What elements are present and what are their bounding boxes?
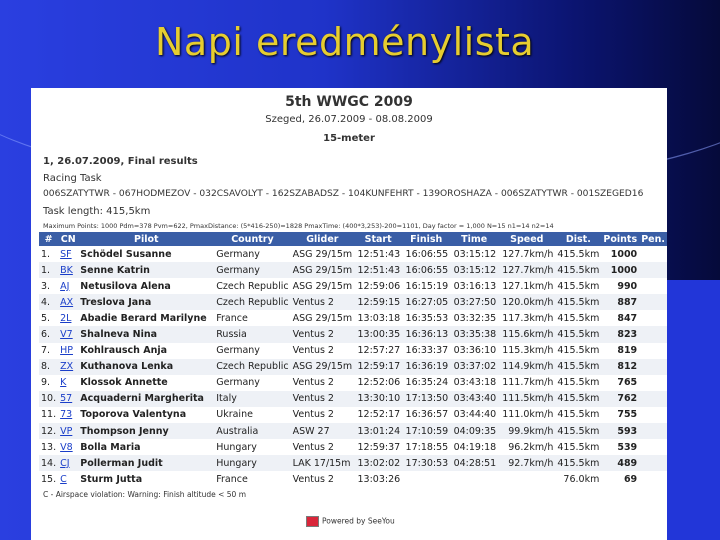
- cn-link[interactable]: 2L: [60, 312, 72, 324]
- col-pilot: Pilot: [78, 232, 214, 246]
- table-cell: 13:02:02: [357, 457, 401, 469]
- table-cell: 12:52:17: [357, 409, 401, 421]
- table-cell: 12:51:43: [357, 264, 401, 276]
- table-cell: 03:44:40: [453, 409, 497, 421]
- table-cell: 04:19:18: [453, 441, 497, 453]
- table-cell: ASW 27: [292, 425, 330, 437]
- table-cell: 16:36:19: [405, 361, 449, 373]
- table-cell: Ventus 2: [292, 393, 334, 405]
- table-cell: Germany: [216, 264, 260, 276]
- table-cell: 127.7km/h: [502, 264, 554, 276]
- table-row: [39, 471, 667, 487]
- table-cell: [639, 455, 667, 471]
- table-cell: 415.5km: [557, 264, 600, 276]
- table-cell: 115.6km/h: [502, 329, 554, 341]
- table-cell: ASG 29/15m: [292, 248, 353, 260]
- table-cell: 7.: [41, 345, 51, 357]
- table-cell: 114.9km/h: [502, 361, 554, 373]
- table-row: [39, 423, 667, 439]
- table-cell: Czech Republic: [216, 280, 289, 292]
- table-cell: 415.5km: [557, 409, 600, 421]
- table-cell: 76.0km: [563, 473, 600, 485]
- table-cell: 13:01:24: [357, 425, 401, 437]
- table-cell: 16:36:13: [405, 329, 449, 341]
- table-cell: Bolla Maria: [80, 441, 141, 453]
- cn-link[interactable]: ZX: [60, 361, 74, 373]
- results-document: [31, 88, 667, 540]
- table-cell: 415.5km: [557, 457, 600, 469]
- table-cell: 04:09:35: [453, 425, 497, 437]
- table-cell: ASG 29/15m: [292, 264, 353, 276]
- table-cell: Schödel Susanne: [80, 248, 172, 260]
- table-cell: 1000: [610, 264, 638, 276]
- table-cell: 17:13:50: [405, 393, 449, 405]
- table-cell: 765: [617, 377, 638, 389]
- table-cell: 990: [617, 280, 638, 292]
- table-cell: [639, 423, 667, 439]
- table-cell: Hungary: [216, 441, 257, 453]
- table-cell: France: [216, 312, 248, 324]
- table-row: [39, 359, 667, 375]
- table-cell: 13.: [41, 441, 57, 453]
- table-cell: 11.: [41, 409, 57, 421]
- table-cell: 17:10:59: [405, 425, 449, 437]
- task-route: 006SZATYTWR - 067HODMEZOV - 032CSAVOLYT - 162SZABADSZ - 104KUNFEHRT - 139OROSHAZA - 006SZATYTWR - 001SZEGED16: [43, 189, 644, 199]
- cn-link[interactable]: 57: [60, 393, 73, 405]
- table-cell: [639, 407, 667, 423]
- table-cell: Kohlrausch Anja: [80, 345, 168, 357]
- cn-link[interactable]: C: [60, 473, 67, 485]
- table-cell: 3.: [41, 280, 51, 292]
- col-pen: Pen.: [639, 232, 667, 246]
- table-row: [39, 278, 667, 294]
- airspace-note: C - Airspace violation: Warning: Finish altitude < 50 m: [43, 490, 247, 499]
- table-cell: [639, 343, 667, 359]
- table-cell: 9.: [41, 377, 51, 389]
- day-title: 1, 26.07.2009, Final results: [43, 156, 198, 167]
- powered-by[interactable]: [306, 516, 395, 527]
- table-cell: 593: [617, 425, 638, 437]
- table-cell: 13:03:18: [357, 312, 401, 324]
- table-row: [39, 294, 667, 310]
- table-row: [39, 375, 667, 391]
- table-cell: Ventus 2: [292, 345, 334, 357]
- table-cell: 03:36:10: [453, 345, 497, 357]
- table-cell: 111.0km/h: [502, 409, 554, 421]
- table-cell: 17:18:55: [405, 441, 449, 453]
- col-cn: CN: [58, 232, 78, 246]
- table-cell: 16:36:57: [405, 409, 449, 421]
- table-cell: 99.9km/h: [508, 425, 554, 437]
- cn-link[interactable]: 73: [60, 409, 73, 421]
- col-points: Points: [601, 232, 639, 246]
- table-cell: [639, 326, 667, 342]
- table-cell: 115.3km/h: [502, 345, 554, 357]
- table-cell: [639, 439, 667, 455]
- table-row: [39, 343, 667, 359]
- table-cell: 16:35:24: [405, 377, 449, 389]
- slide-title: Napi eredménylista: [155, 20, 535, 64]
- table-cell: ASG 29/15m: [292, 280, 353, 292]
- table-header-row: [39, 232, 667, 246]
- table-cell: Ventus 2: [292, 473, 334, 485]
- table-cell: 847: [617, 312, 638, 324]
- table-cell: 03:32:35: [453, 312, 497, 324]
- table-cell: France: [216, 473, 248, 485]
- table-cell: 111.7km/h: [502, 377, 554, 389]
- table-cell: 13:03:26: [357, 473, 401, 485]
- table-cell: 415.5km: [557, 441, 600, 453]
- cn-link[interactable]: V7: [60, 329, 73, 341]
- table-cell: 415.5km: [557, 280, 600, 292]
- competition-title: 5th WWGC 2009: [285, 94, 413, 110]
- table-cell: 12:57:27: [357, 345, 401, 357]
- table-cell: 14.: [41, 457, 57, 469]
- table-cell: 12:51:43: [357, 248, 401, 260]
- table-cell: [639, 471, 667, 487]
- table-cell: [498, 471, 555, 487]
- table-cell: 03:15:12: [453, 264, 497, 276]
- table-cell: 762: [617, 393, 638, 405]
- table-cell: 1.: [41, 248, 51, 260]
- col-dist: Dist.: [555, 232, 601, 246]
- table-cell: Russia: [216, 329, 247, 341]
- table-cell: 5.: [41, 312, 51, 324]
- table-cell: Ventus 2: [292, 296, 334, 308]
- table-cell: Sturm Jutta: [80, 473, 143, 485]
- table-cell: [639, 294, 667, 310]
- max-points: Maximum Points: 1000 Pdm=378 Pvm=622, PmaxDistance: (5*416-250)=1828 PmaxTime: (400*3,253)-200=1101, Day factor = 1,000 N=15 n1=14 n2=14: [43, 222, 554, 230]
- table-cell: Germany: [216, 377, 260, 389]
- table-cell: 111.5km/h: [502, 393, 554, 405]
- table-cell: 415.5km: [557, 425, 600, 437]
- table-cell: 4.: [41, 296, 51, 308]
- col-glider: Glider: [291, 232, 355, 246]
- table-cell: Netusilova Alena: [80, 280, 171, 292]
- table-cell: [639, 359, 667, 375]
- table-cell: Ventus 2: [292, 441, 334, 453]
- table-row: [39, 310, 667, 326]
- table-cell: Italy: [216, 393, 237, 405]
- col-country: Country: [214, 232, 290, 246]
- table-cell: 92.7km/h: [508, 457, 554, 469]
- table-cell: 415.5km: [557, 329, 600, 341]
- table-cell: 887: [617, 296, 638, 308]
- table-cell: 15.: [41, 473, 57, 485]
- table-cell: 10.: [41, 393, 57, 405]
- table-cell: 16:35:53: [405, 312, 449, 324]
- cn-link[interactable]: V8: [60, 441, 73, 453]
- table-cell: 12:59:17: [357, 361, 401, 373]
- col-start: Start: [354, 232, 402, 246]
- table-cell: 415.5km: [557, 393, 600, 405]
- table-cell: Abadie Berard Marilyne: [80, 312, 207, 324]
- table-cell: 1.: [41, 264, 51, 276]
- table-cell: 415.5km: [557, 345, 600, 357]
- table-cell: 415.5km: [557, 312, 600, 324]
- table-cell: 117.3km/h: [502, 312, 554, 324]
- cn-link[interactable]: K: [60, 377, 67, 389]
- table-cell: 415.5km: [557, 296, 600, 308]
- table-cell: ASG 29/15m: [292, 361, 353, 373]
- table-cell: [639, 391, 667, 407]
- table-cell: Acquaderni Margherita: [80, 393, 204, 405]
- table-cell: LAK 17/15m: [292, 457, 351, 469]
- table-row: [39, 326, 667, 342]
- table-cell: Pollerman Judit: [80, 457, 163, 469]
- table-cell: [450, 471, 498, 487]
- table-cell: 812: [617, 361, 638, 373]
- table-cell: 12:59:37: [357, 441, 401, 453]
- table-cell: Czech Republic: [216, 296, 289, 308]
- table-cell: 819: [617, 345, 638, 357]
- col-rank: #: [39, 232, 58, 246]
- table-cell: 03:37:02: [453, 361, 497, 373]
- table-cell: Toporova Valentyna: [80, 409, 187, 421]
- table-cell: 13:00:35: [357, 329, 401, 341]
- task-length: Task length: 415,5km: [43, 206, 151, 217]
- table-cell: 120.0km/h: [502, 296, 554, 308]
- table-cell: Senne Katrin: [80, 264, 150, 276]
- table-cell: Kuthanova Lenka: [80, 361, 174, 373]
- cn-link[interactable]: HP: [60, 345, 73, 357]
- table-cell: [639, 375, 667, 391]
- table-cell: Ventus 2: [292, 377, 334, 389]
- table-cell: Klossok Annette: [80, 377, 168, 389]
- table-cell: 6.: [41, 329, 51, 341]
- powered-by-label: Powered by SeeYou: [322, 516, 395, 526]
- table-cell: 539: [617, 441, 638, 453]
- table-cell: 69: [623, 473, 638, 485]
- decorative-block: [660, 280, 720, 540]
- task-type: Racing Task: [43, 173, 102, 184]
- table-cell: 16:33:37: [405, 345, 449, 357]
- table-cell: 489: [617, 457, 638, 469]
- table-cell: Hungary: [216, 457, 257, 469]
- table-cell: Ventus 2: [292, 329, 334, 341]
- table-row: [39, 246, 667, 262]
- table-cell: 17:30:53: [405, 457, 449, 469]
- table-cell: Shalneva Nina: [80, 329, 158, 341]
- class-name: 15-meter: [323, 133, 375, 144]
- table-cell: 127.1km/h: [502, 280, 554, 292]
- table-cell: 16:06:55: [405, 264, 449, 276]
- table-cell: [402, 471, 450, 487]
- table-cell: 415.5km: [557, 248, 600, 260]
- table-cell: [639, 246, 667, 262]
- results-table: [39, 232, 667, 487]
- seeyou-logo-icon: [306, 516, 319, 527]
- table-row: [39, 407, 667, 423]
- table-cell: 03:15:12: [453, 248, 497, 260]
- table-cell: ASG 29/15m: [292, 312, 353, 324]
- table-cell: 12:59:06: [357, 280, 401, 292]
- table-cell: 13:30:10: [357, 393, 401, 405]
- table-row: [39, 455, 667, 471]
- table-cell: 96.2km/h: [508, 441, 554, 453]
- col-speed: Speed: [498, 232, 555, 246]
- table-row: [39, 439, 667, 455]
- table-cell: Czech Republic: [216, 361, 289, 373]
- table-cell: 03:35:38: [453, 329, 497, 341]
- table-cell: 8.: [41, 361, 51, 373]
- table-cell: 823: [617, 329, 638, 341]
- table-cell: 16:27:05: [405, 296, 449, 308]
- table-cell: Ukraine: [216, 409, 253, 421]
- table-cell: 127.7km/h: [502, 248, 554, 260]
- cn-link[interactable]: AX: [60, 296, 74, 308]
- table-cell: [639, 262, 667, 278]
- location-dates: Szeged, 26.07.2009 - 08.08.2009: [265, 114, 433, 125]
- table-cell: Thompson Jenny: [80, 425, 169, 437]
- table-cell: 12:52:06: [357, 377, 401, 389]
- table-cell: 415.5km: [557, 377, 600, 389]
- col-time: Time: [450, 232, 498, 246]
- table-cell: 16:06:55: [405, 248, 449, 260]
- table-cell: [639, 310, 667, 326]
- table-cell: 12.: [41, 425, 57, 437]
- table-cell: 03:43:40: [453, 393, 497, 405]
- table-cell: 03:27:50: [453, 296, 497, 308]
- cn-link[interactable]: BK: [60, 264, 73, 276]
- table-cell: 16:15:19: [405, 280, 449, 292]
- table-cell: 415.5km: [557, 361, 600, 373]
- cn-link[interactable]: AJ: [60, 280, 70, 292]
- table-cell: 04:28:51: [453, 457, 497, 469]
- table-cell: Australia: [216, 425, 259, 437]
- table-cell: 755: [617, 409, 638, 421]
- table-cell: Germany: [216, 345, 260, 357]
- table-cell: 1000: [610, 248, 638, 260]
- table-row: [39, 262, 667, 278]
- table-cell: 03:43:18: [453, 377, 497, 389]
- table-row: [39, 391, 667, 407]
- table-cell: 03:16:13: [453, 280, 497, 292]
- cn-link[interactable]: SF: [60, 248, 72, 260]
- table-cell: Germany: [216, 248, 260, 260]
- cn-link[interactable]: CJ: [60, 457, 70, 469]
- table-cell: 12:59:15: [357, 296, 401, 308]
- table-cell: Ventus 2: [292, 409, 334, 421]
- table-cell: [639, 278, 667, 294]
- cn-link[interactable]: VP: [60, 425, 73, 437]
- col-finish: Finish: [402, 232, 450, 246]
- table-cell: Treslova Jana: [80, 296, 152, 308]
